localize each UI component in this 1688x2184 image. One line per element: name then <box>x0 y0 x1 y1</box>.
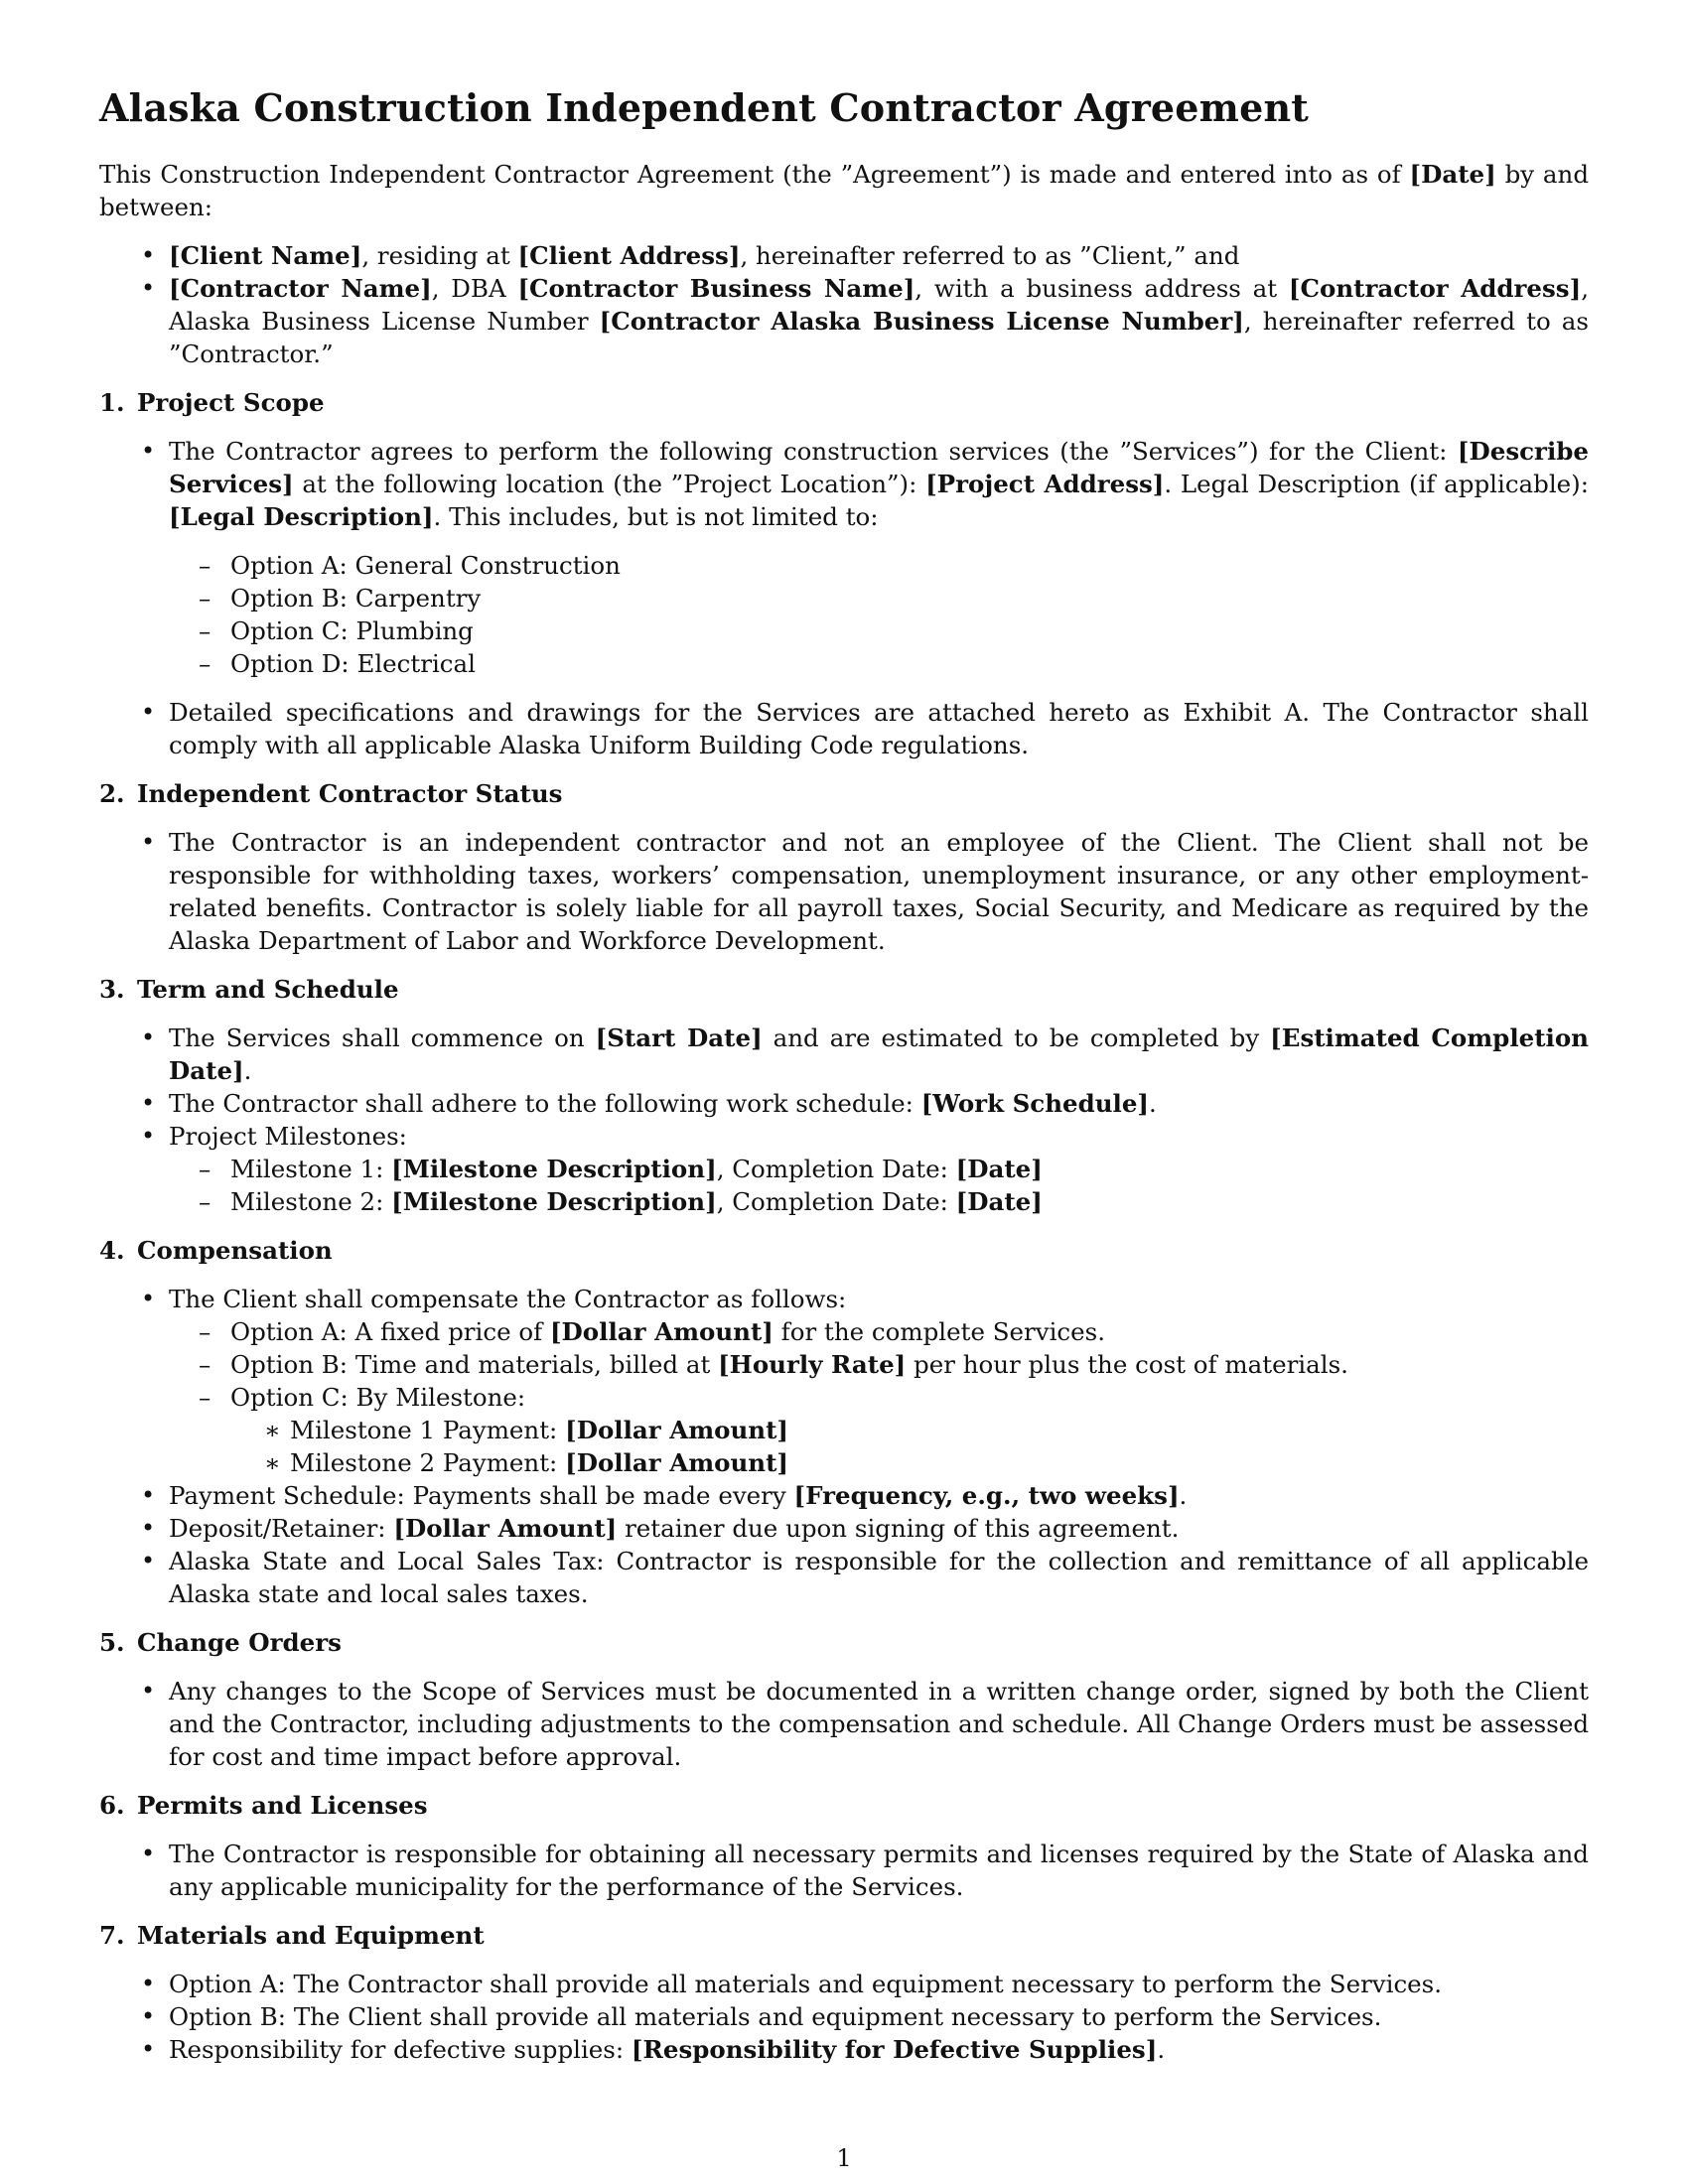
contractor-business-field: [Contractor Business Name] <box>517 274 915 303</box>
section-3-list <box>99 1022 1589 1218</box>
text: , hereinafter referred to as ”Client,” and <box>740 241 1240 270</box>
intro-text: This Construction Independent Contractor Agreement (the ”Agreement”) is made and entered into as of <box>99 160 1410 189</box>
text: Option A: A fixed price of <box>230 1317 550 1346</box>
section-title: Permits and Licenses <box>137 1791 428 1820</box>
section-heading-2 <box>99 777 1589 810</box>
dollar-amount-field: [Dollar Amount] <box>393 1514 618 1543</box>
compensation-options-list <box>169 1315 1589 1479</box>
list-item <box>169 1185 1589 1218</box>
text: The Client shall compensate the Contractor as follows: <box>169 1285 847 1313</box>
section-title: Compensation <box>137 1236 333 1265</box>
list-item <box>99 435 1589 696</box>
text: per hour plus the cost of materials. <box>906 1350 1348 1379</box>
section-number: 3. <box>99 975 125 1004</box>
text: , Completion Date: <box>716 1187 956 1216</box>
text: , hereinafter referred to as ”Contractor.” <box>169 307 1589 368</box>
milestones-list <box>169 1153 1589 1218</box>
text: The Contractor shall adhere to the following work schedule: <box>169 1089 921 1118</box>
section-number: 6. <box>99 1791 125 1820</box>
spacer <box>169 533 1589 549</box>
section-title: Term and Schedule <box>137 975 399 1004</box>
text: . Legal Description (if applicable): <box>1164 470 1589 498</box>
list-item: • Option A: The Contractor shall provide all materials and equipment necessary to perform the Services. <box>99 1968 1589 2000</box>
list-item: • Any changes to the Scope of Services must be documented in a written change order, signed by both the Client and the Contractor, including adjustments to the compensation and schedule. All Change Orders must be assessed for cost and time impact before approval. <box>99 1675 1589 1773</box>
dollar-amount-field: [Dollar Amount] <box>565 1448 789 1477</box>
text: . <box>1157 2035 1166 2064</box>
section-heading-6 <box>99 1789 1589 1822</box>
section-1-list <box>99 435 1589 761</box>
defective-supplies-field: [Responsibility for Defective Supplies] <box>631 2035 1158 2064</box>
parties-list <box>99 239 1589 370</box>
list-item: • The Contractor is responsible for obtaining all necessary permits and licenses required by the State of Alaska and any applicable municipality for the performance of the Services. <box>99 1838 1589 1903</box>
start-date-field: [Start Date] <box>595 1024 763 1052</box>
text: , DBA <box>431 274 518 303</box>
contractor-address-field: [Contractor Address] <box>1288 274 1582 303</box>
section-number: 2. <box>99 779 125 808</box>
list-item <box>230 1446 1589 1479</box>
text: Responsibility for defective supplies: <box>169 2035 632 2064</box>
section-heading-3 <box>99 973 1589 1006</box>
section-title: Project Scope <box>137 388 325 417</box>
section-2-list <box>99 826 1589 957</box>
text: Option C: By Milestone: <box>230 1383 526 1412</box>
list-item <box>169 1153 1589 1185</box>
list-item: • Detailed specifications and drawings for the Services are attached hereto as Exhibit A. The Contractor shall comply with all applicable Alaska Uniform Building Code regulations. <box>99 696 1589 761</box>
list-item <box>169 1315 1589 1348</box>
date-field: [Date] <box>955 1155 1043 1183</box>
text: . <box>1179 1481 1188 1510</box>
text: Milestone 1: <box>230 1155 392 1183</box>
text: at the following location (the ”Project Location”): <box>293 470 926 498</box>
list-item: – Option C: Plumbing <box>169 614 1589 647</box>
list-item: • Alaska State and Local Sales Tax: Contractor is responsible for the collection and remittance of all applicable Alaska state and local sales taxes. <box>99 1545 1589 1610</box>
list-item: • Option B: The Client shall provide all materials and equipment necessary to perform the Services. <box>99 2000 1589 2033</box>
text: . This includes, but is not limited to: <box>433 502 879 531</box>
work-schedule-field: [Work Schedule] <box>920 1089 1150 1118</box>
text: Milestone 2: <box>230 1187 392 1216</box>
section-7-list <box>99 1968 1589 2066</box>
section-heading-1 <box>99 386 1589 419</box>
section-number: 4. <box>99 1236 125 1265</box>
section-heading-4 <box>99 1234 1589 1267</box>
text: retainer due upon signing of this agreement. <box>617 1514 1180 1543</box>
spacer <box>169 680 1589 696</box>
document-page <box>99 85 1589 2066</box>
list-item <box>99 1283 1589 1479</box>
intro-text-end: by and between: <box>99 160 1590 221</box>
list-item: – Option A: General Construction <box>169 549 1589 582</box>
list-item <box>99 1512 1589 1545</box>
date-field: [Date] <box>1409 160 1496 189</box>
section-4-list <box>99 1283 1589 1610</box>
list-item <box>99 2033 1589 2066</box>
legal-description-field: [Legal Description] <box>169 502 434 531</box>
section-number: 7. <box>99 1921 125 1950</box>
section-number: 1. <box>99 388 125 417</box>
frequency-field: [Frequency, e.g., two weeks] <box>793 1481 1180 1510</box>
text: The Contractor agrees to perform the following construction services (the ”Services”) for the Client: <box>169 437 1458 466</box>
page-number: 1 <box>836 2144 852 2172</box>
text: . <box>1149 1089 1157 1118</box>
section-number: 5. <box>99 1628 125 1657</box>
document-title: Alaska Construction Independent Contractor Agreement <box>99 85 1310 130</box>
text: The Services shall commence on <box>169 1024 596 1052</box>
text: Option B: Time and materials, billed at <box>230 1350 719 1379</box>
text: , Completion Date: <box>716 1155 956 1183</box>
text: Milestone 2 Payment: <box>290 1448 566 1477</box>
contractor-license-field: [Contractor Alaska Business License Number] <box>599 307 1244 336</box>
text: for the complete Services. <box>773 1317 1106 1346</box>
milestone-description-field: [Milestone Description] <box>391 1155 717 1183</box>
list-item <box>99 1479 1589 1512</box>
section-6-list <box>99 1838 1589 1903</box>
date-field: [Date] <box>955 1187 1043 1216</box>
list-item <box>169 1381 1589 1479</box>
list-item: – Option B: Carpentry <box>169 582 1589 614</box>
contractor-party <box>99 272 1589 370</box>
text: . <box>243 1056 252 1085</box>
section-5-list <box>99 1675 1589 1773</box>
list-item: • The Contractor is an independent contractor and not an employee of the Client. The Client shall not be responsible for withholding taxes, workers’ compensation, unemployment insurance, or any other employment-related benefits. Contractor is solely liable for all payroll taxes, Social Security, and Medicare as required by the Alaska Department of Labor and Workforce Development. <box>99 826 1589 957</box>
completion-date-field: [Estimated Completion Date] <box>169 1024 1589 1085</box>
client-address-field: [Client Address] <box>517 241 741 270</box>
hourly-rate-field: [Hourly Rate] <box>718 1350 907 1379</box>
text: , with a business address at <box>914 274 1289 303</box>
text: Payment Schedule: Payments shall be made every <box>169 1481 794 1510</box>
intro-paragraph <box>99 158 1589 223</box>
list-item <box>99 1120 1589 1218</box>
project-address-field: [Project Address] <box>925 470 1165 498</box>
list-item <box>230 1414 1589 1446</box>
contractor-name-field: [Contractor Name] <box>169 274 432 303</box>
section-title: Change Orders <box>137 1628 342 1657</box>
text: , Alaska Business License Number <box>169 274 1589 336</box>
list-item <box>99 1087 1589 1120</box>
list-item <box>99 1022 1589 1087</box>
list-item: – Option D: Electrical <box>169 647 1589 680</box>
scope-options-list <box>169 549 1589 680</box>
list-item <box>169 1348 1589 1381</box>
text: Project Milestones: <box>169 1122 407 1151</box>
client-party <box>99 239 1589 272</box>
section-title: Materials and Equipment <box>137 1921 485 1950</box>
text: and are estimated to be completed by <box>762 1024 1271 1052</box>
milestone-payments-list <box>230 1414 1589 1479</box>
services-field: [Describe Services] <box>169 437 1589 498</box>
dollar-amount-field: [Dollar Amount] <box>549 1317 774 1346</box>
section-heading-5 <box>99 1626 1589 1659</box>
milestone-description-field: [Milestone Description] <box>391 1187 717 1216</box>
text: , residing at <box>361 241 518 270</box>
section-title: Independent Contractor Status <box>137 779 563 808</box>
section-heading-7 <box>99 1919 1589 1952</box>
client-name-field: [Client Name] <box>169 241 362 270</box>
dollar-amount-field: [Dollar Amount] <box>565 1416 789 1444</box>
text: Milestone 1 Payment: <box>290 1416 566 1444</box>
text: Deposit/Retainer: <box>169 1514 394 1543</box>
